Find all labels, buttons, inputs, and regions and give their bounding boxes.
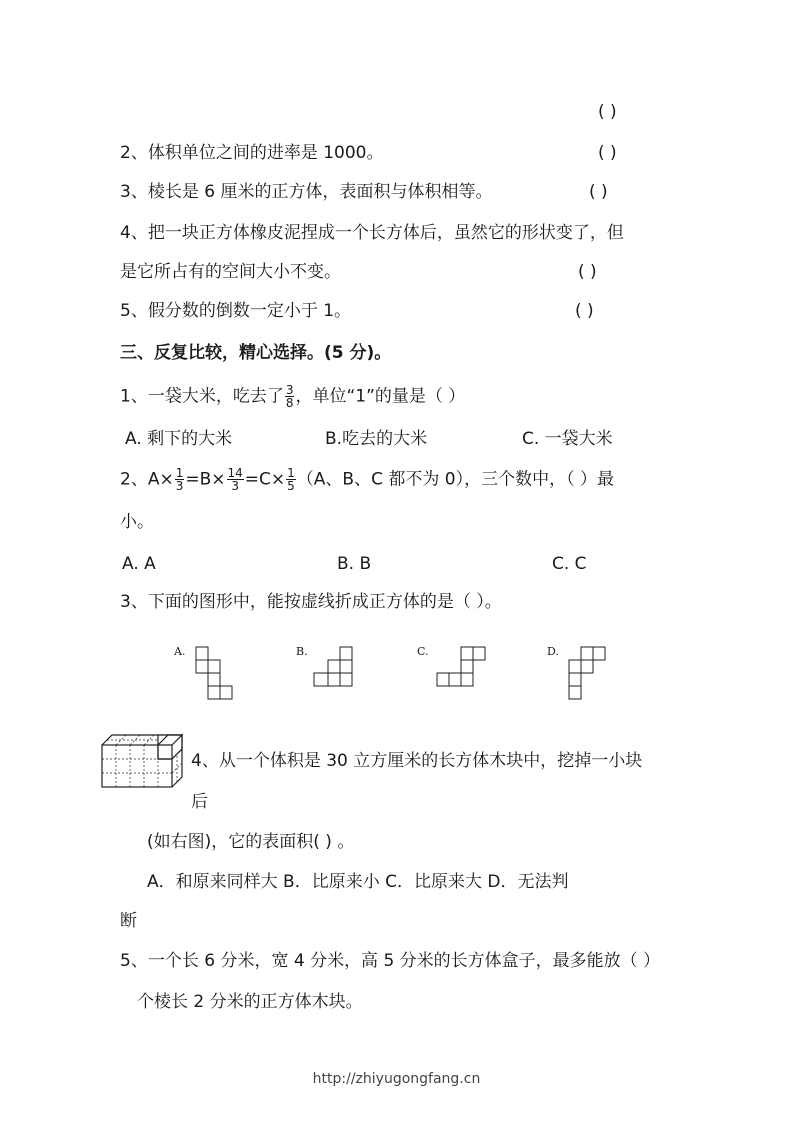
section3-heading: 三、反复比较，精心选择。(5 分)。 <box>120 343 392 363</box>
choice-q4-options-tail: 断 <box>120 911 137 931</box>
net-label-d: D. <box>547 645 559 658</box>
judge-q2-text: 2、体积单位之间的进率是 1000。 <box>120 143 384 163</box>
choice-q4-line3: (如右图)，它的表面积( ) 。 <box>147 832 355 852</box>
judge-q4-line1: 4、把一块正方体橡皮泥捏成一个长方体后，虽然它的形状变了，但 <box>120 223 624 243</box>
net-label-b: B. <box>296 645 308 658</box>
judge-q5-text: 5、假分数的倒数一定小于 1。 <box>120 301 352 321</box>
cube-net-a <box>195 646 237 700</box>
judge-q5-paren: ( ) <box>575 301 594 321</box>
choice-q3: 3、下面的图形中，能按虚线折成正方体的是（ ）。 <box>120 592 502 612</box>
choice-q5-line1: 5、一个长 6 分米，宽 4 分米，高 5 分米的长方体盒子，最多能放（ ） <box>120 951 661 971</box>
q2-part4: （A、B、C 都不为 0），三个数中，（ ）最 <box>296 469 614 490</box>
choice-q2-option-a: A. A <box>122 554 156 574</box>
choice-q2-option-b: B. B <box>337 554 372 574</box>
choice-q2 <box>120 467 614 492</box>
choice-q4-line1: 4、从一个体积是 30 立方厘米的长方体木块中，挖掉一小块 <box>191 751 643 771</box>
judge-q2-paren: ( ) <box>598 143 617 163</box>
net-label-a: A. <box>174 645 186 658</box>
footer-url: http://zhiyugongfang.cn <box>312 1071 481 1087</box>
choice-q1-pre: 1、一袋大米，吃去了 <box>120 386 284 407</box>
q1-answer-paren: ( ) <box>598 102 617 122</box>
fraction-1-5: $\frac{1}{5}$ <box>287 466 295 493</box>
choice-q1-option-a: A. 剩下的大米 <box>125 429 233 449</box>
q2-part1: 2、A× <box>120 469 174 490</box>
cube-net-d <box>568 646 610 700</box>
choice-q2-option-c: C. C <box>552 554 587 574</box>
choice-q1-post: ，单位“1”的量是（ ） <box>295 386 466 407</box>
judge-q4-paren: ( ) <box>578 262 597 282</box>
q2-part2: =B× <box>185 469 226 490</box>
choice-q4-options: A．和原来同样大 B．比原来小 C．比原来大 D．无法判 <box>147 872 569 892</box>
fraction-3-8: $\frac{3}{8}$ <box>285 383 294 410</box>
net-label-c: C. <box>417 645 429 658</box>
choice-q1-option-b: B.吃去的大米 <box>325 429 428 449</box>
choice-q5-line2: 个棱长 2 分米的正方体木块。 <box>137 992 363 1012</box>
q2-part3: =C× <box>244 469 286 490</box>
judge-q4-line2: 是它所占有的空间大小不变。 <box>120 262 341 282</box>
judge-q3-text: 3、棱长是 6 厘米的正方体，表面积与体积相等。 <box>120 182 493 202</box>
choice-q4-line2: 后 <box>191 792 208 812</box>
fraction-1-3: $\frac{1}{3}$ <box>175 466 184 493</box>
choice-q1-option-c: C. 一袋大米 <box>522 429 613 449</box>
choice-q2-line2: 小。 <box>120 512 154 532</box>
judge-q3-paren: ( ) <box>589 182 608 202</box>
choice-q1 <box>120 384 465 409</box>
cube-net-b <box>313 646 355 688</box>
fraction-14-3: $\frac{14}{3}$ <box>227 466 243 493</box>
cube-net-c <box>436 646 490 688</box>
cuboid-with-notch-figure <box>100 733 186 789</box>
